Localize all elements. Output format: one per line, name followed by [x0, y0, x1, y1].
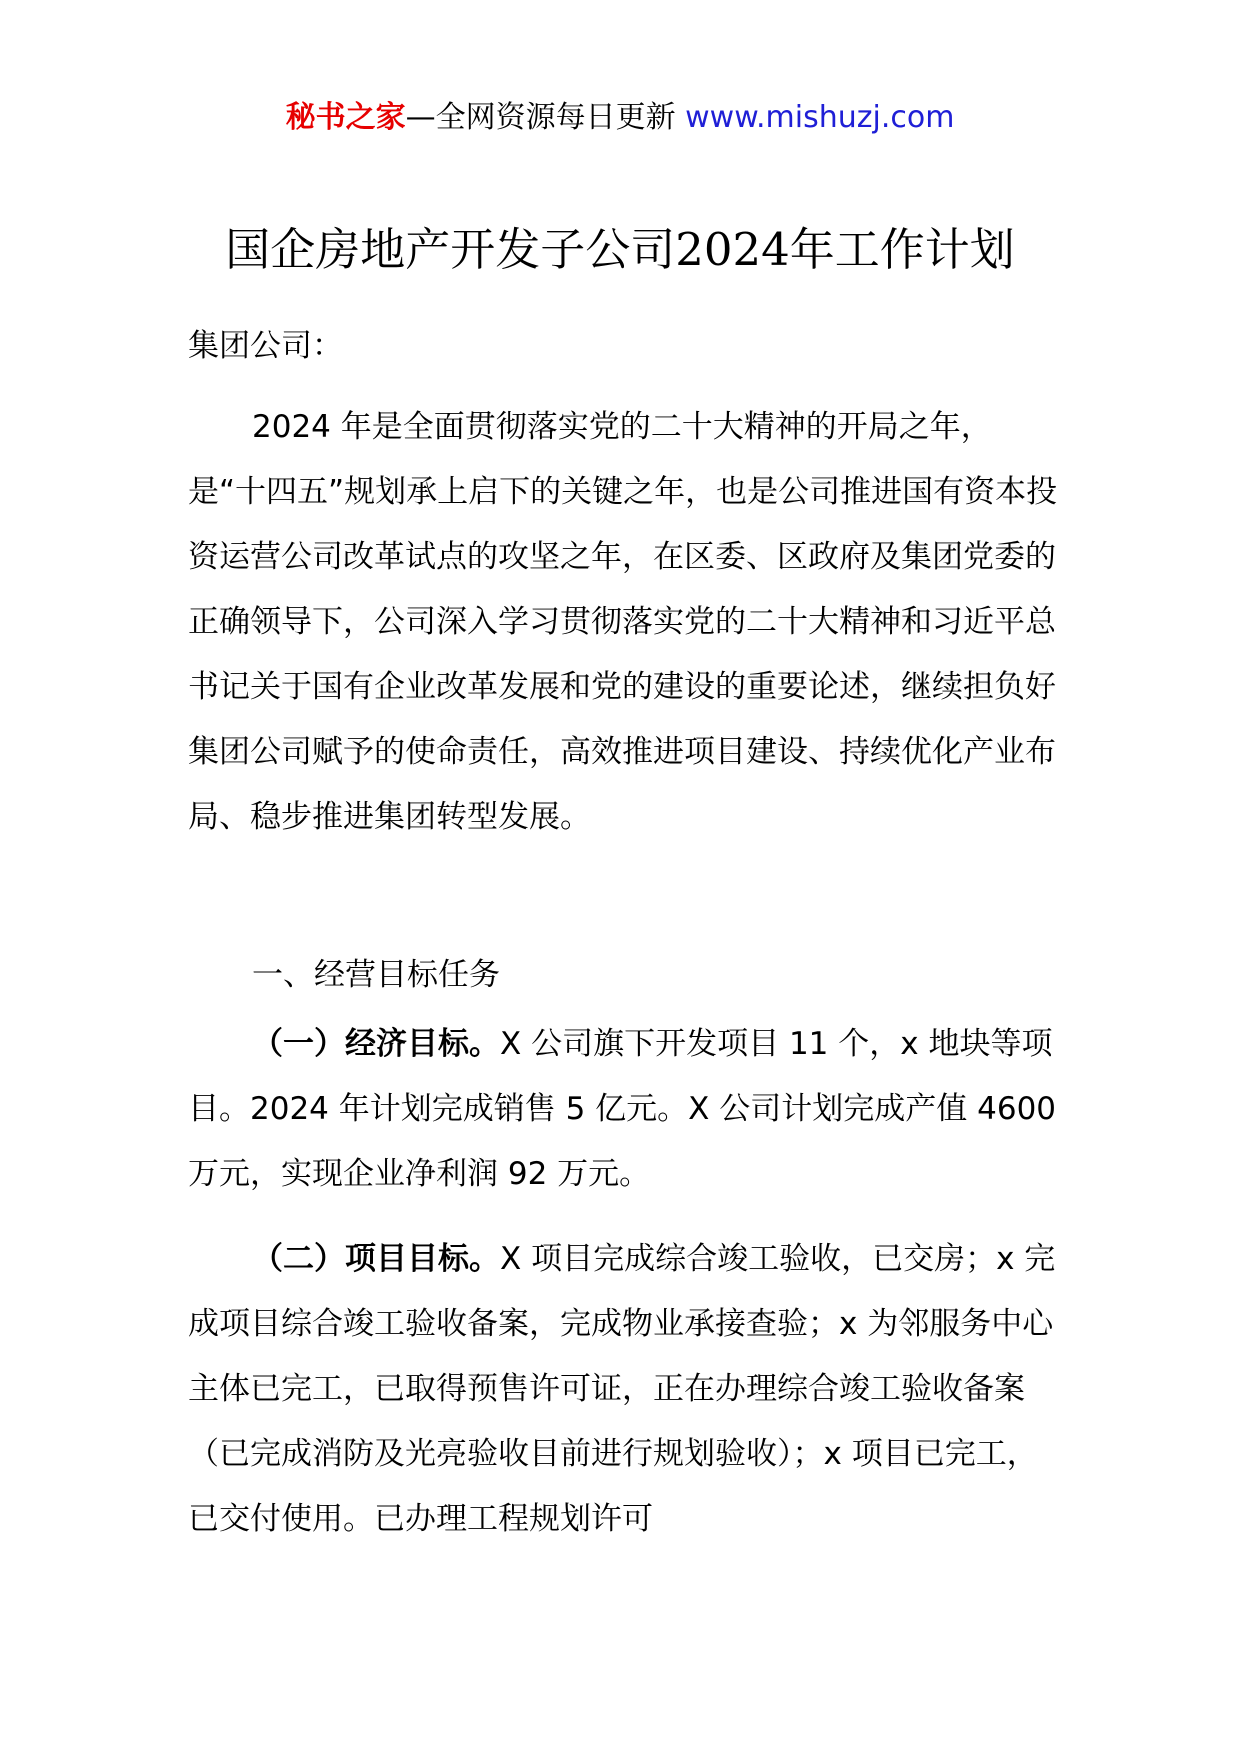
site-brand: 秘书之家 [285, 100, 406, 135]
item1-text: X 公司旗下开发项目 11 个，x 地块等项目。2024 年计划完成销售 5 亿元。X 公司计划完成产值 4600 万元，实现企业净利润 92 万元。 [188, 1026, 1057, 1192]
title-suffix: 年工作计划 [789, 223, 1015, 276]
intro-paragraph: 2024 年是全面贯彻落实党的二十大精神的开局之年，是“十四五”规划承上启下的关键之年，也是公司推进国有资本投资运营公司改革试点的攻坚之年，在区委、区政府及集团党委的正确领导下，公司深入学习贯彻落实党的二十大精神和习近平总书记关于国有企业改革发展和党的建设的重要论述，继续担负好集团公司赋予的使命责任，高效推进项目建设、持续优化产业布局、稳步推进集团转型发展。 [188, 409, 1058, 835]
item2-text: X 项目完成综合竣工验收，已交房；x 完成项目综合竣工验收备案，完成物业承接查验；x 为邻服务中心主体已完工，已取得预售许可证，正在办理综合竣工验收备案（已完成消防及光亮验收目前进行规划验收）；x 项目已完工，已交付使用。已办理工程规划许可 [188, 1241, 1056, 1537]
item-economic-goals [188, 1012, 1064, 1207]
title-year: 2024 [675, 223, 790, 276]
title-prefix: 国企房地产开发子公司 [225, 223, 676, 276]
section-heading-1: 一、经营目标任务 [252, 957, 500, 993]
site-banner [0, 98, 1240, 138]
document-title [0, 220, 1240, 280]
item-project-goals [188, 1227, 1064, 1552]
item2-heading: （二）项目目标。 [252, 1241, 500, 1277]
item1-heading: （一）经济目标。 [252, 1026, 500, 1062]
site-url-link[interactable]: www.mishuzj.com [685, 100, 955, 135]
site-tagline: —全网资源每日更新 [405, 100, 676, 135]
salutation: 集团公司： [188, 328, 343, 364]
